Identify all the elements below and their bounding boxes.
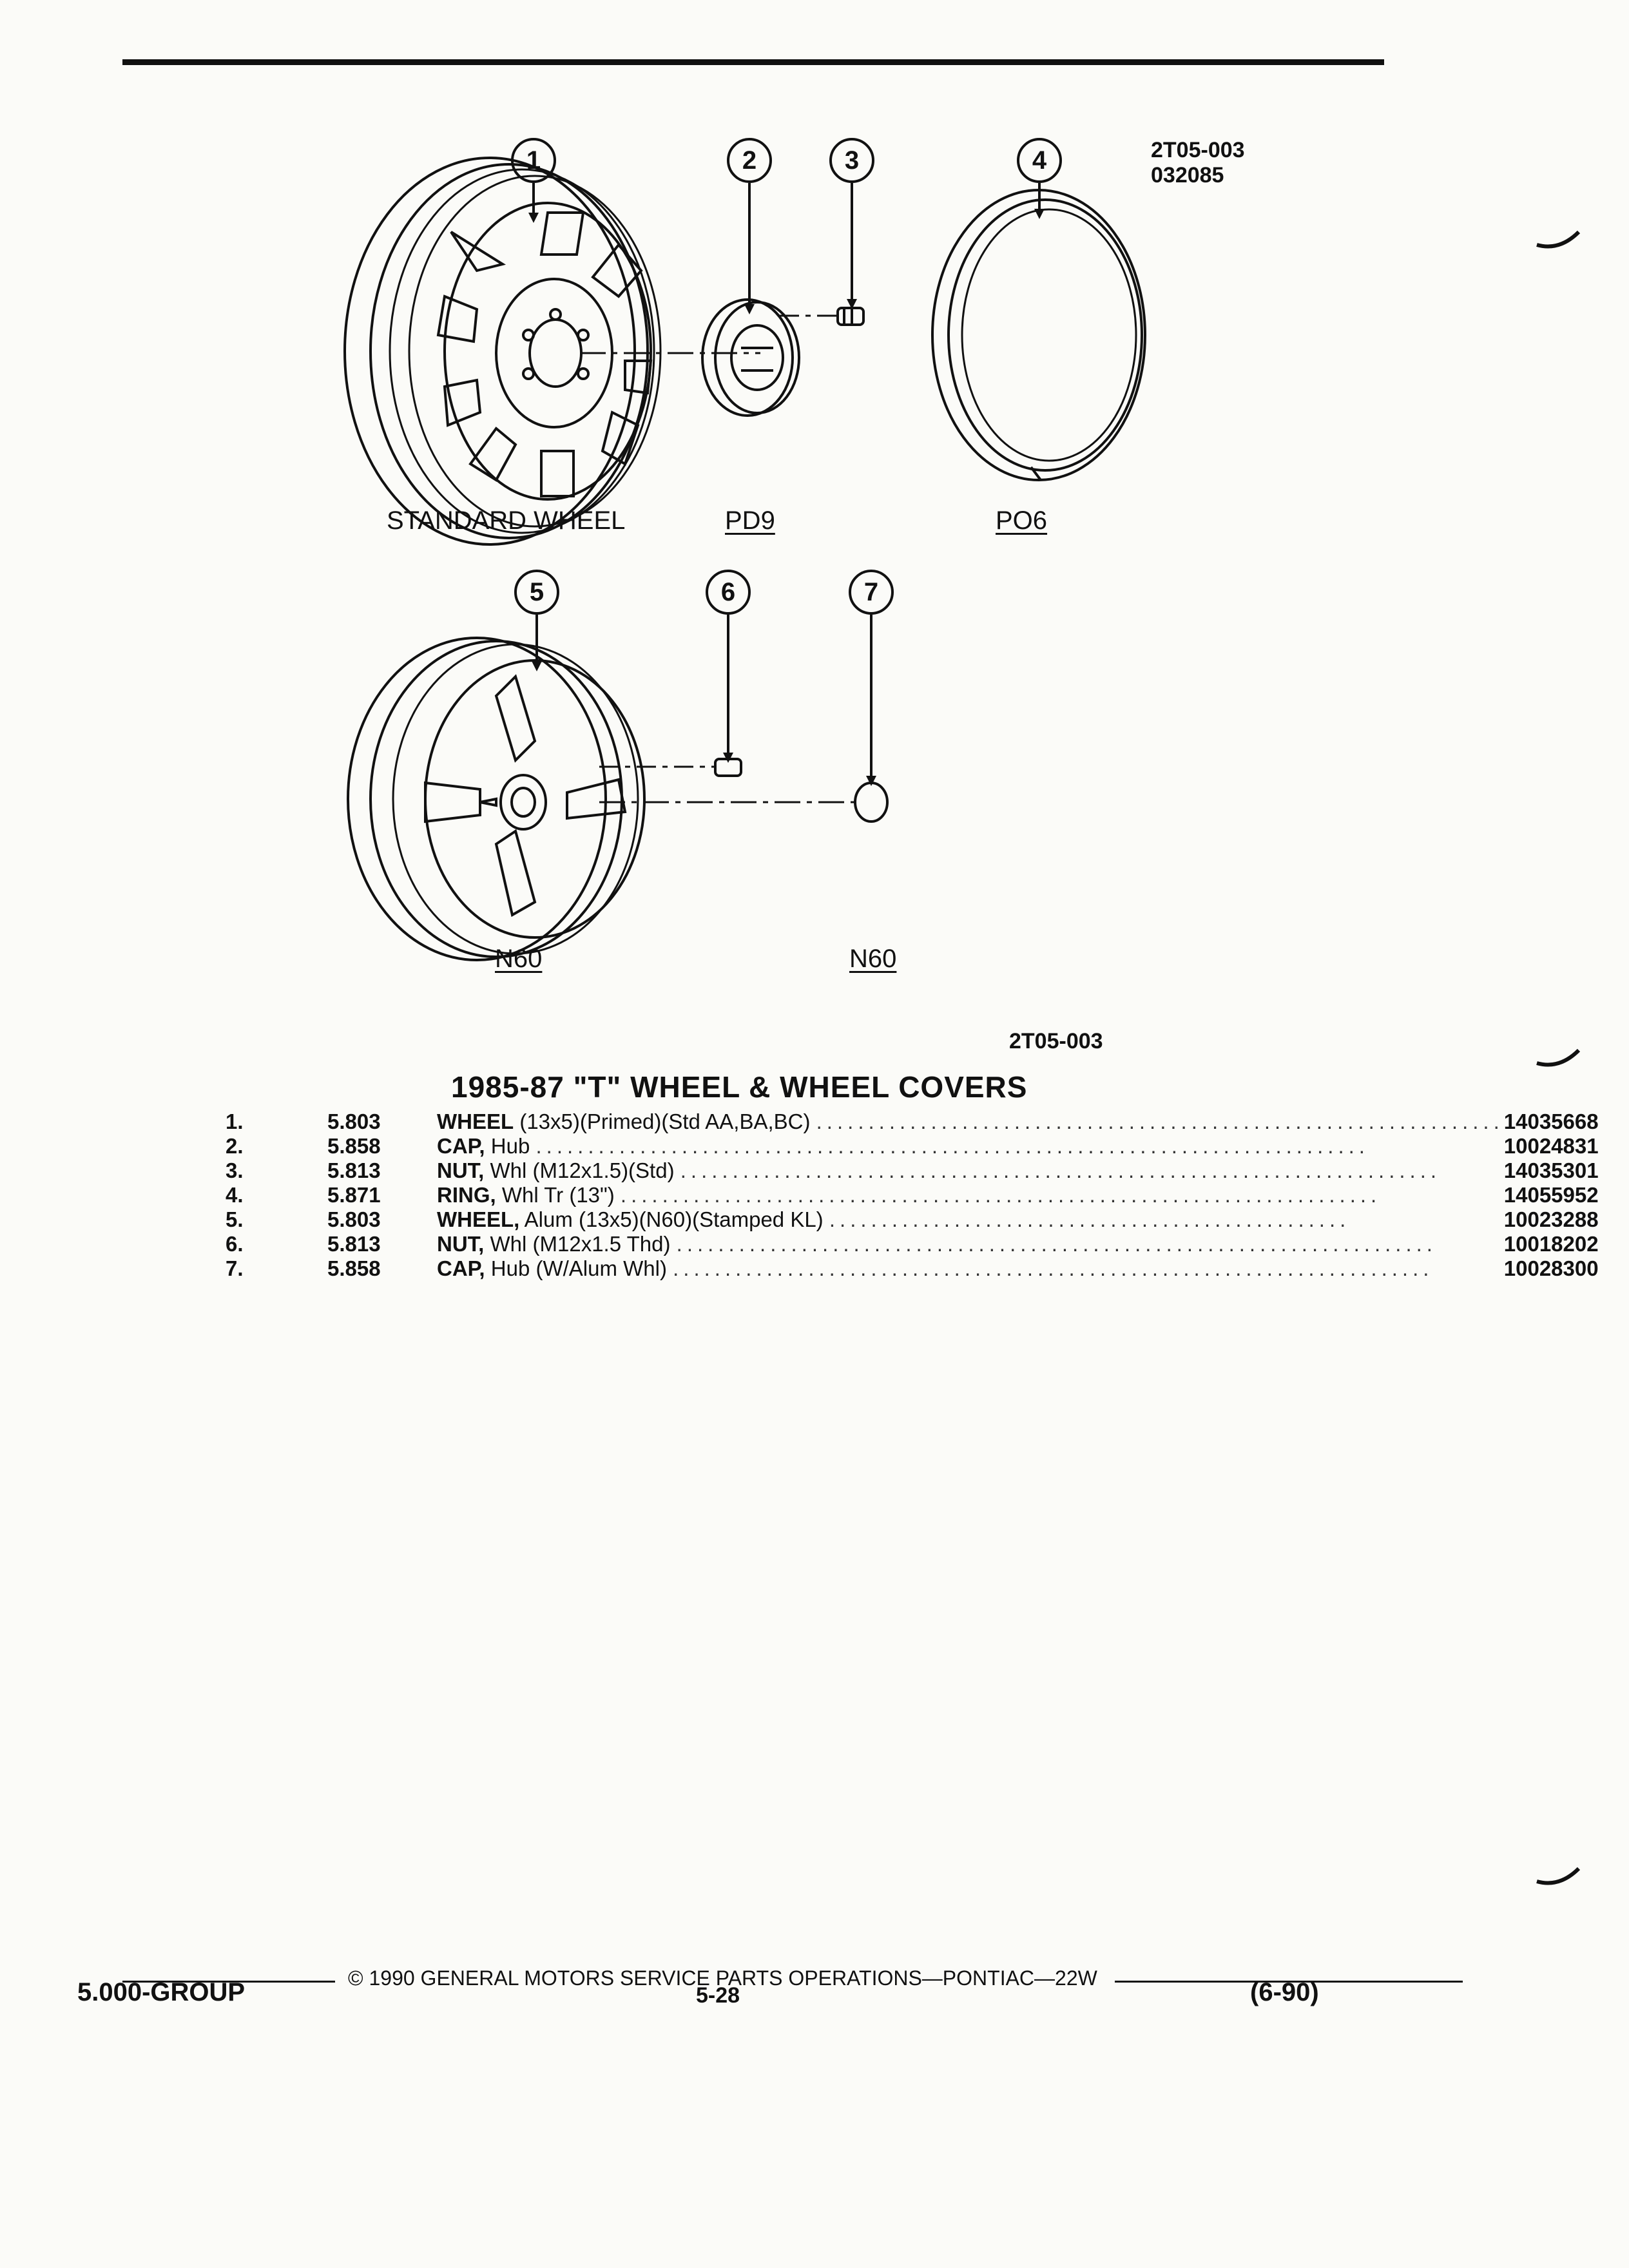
callout-2: 2: [727, 138, 772, 183]
callout-1: 1: [511, 138, 556, 183]
standard-wheel-illustration: [345, 158, 660, 544]
ref-date: 032085: [1151, 163, 1224, 188]
part-description: [437, 1207, 1504, 1232]
part-name: CAP,: [437, 1256, 485, 1280]
margin-mark: [1534, 1856, 1585, 1894]
table-row: [226, 1183, 1599, 1207]
part-name: WHEEL: [437, 1110, 514, 1133]
leader-dots: ................................................................................: [535, 1134, 1369, 1158]
callout-3: 3: [829, 138, 874, 183]
table-row: [226, 1110, 1599, 1134]
leader-dots: .........................................................................: [676, 1232, 1437, 1256]
group-number: 5.803: [327, 1110, 381, 1133]
part-number: 10023288: [1503, 1207, 1599, 1231]
item-number: 5.: [226, 1207, 244, 1231]
part-description: [437, 1232, 1504, 1256]
part-description: [437, 1158, 1504, 1183]
label-standard-wheel: STANDARD WHEEL: [387, 506, 626, 535]
leader-dots: ..................................................................: [816, 1110, 1504, 1133]
item-number: 6.: [226, 1232, 244, 1256]
item-number: 4.: [226, 1183, 244, 1207]
part-number: 14035301: [1503, 1158, 1599, 1182]
part-number: 14035668: [1503, 1110, 1599, 1133]
wheel-nut-illustration: [838, 308, 863, 325]
part-name: CAP,: [437, 1134, 485, 1158]
callout-5: 5: [514, 570, 559, 615]
trim-ring-illustration: [932, 190, 1145, 480]
part-number: 10028300: [1503, 1256, 1599, 1280]
leader-dots: .........................................................................: [620, 1183, 1382, 1207]
section-title: 1985-87 "T" WHEEL & WHEEL COVERS: [451, 1070, 1028, 1104]
hub-cap-illustration: [702, 300, 799, 416]
table-row: [226, 1158, 1599, 1183]
part-description: [437, 1256, 1504, 1281]
label-n60-right: N60: [849, 945, 897, 973]
item-number: 7.: [226, 1256, 244, 1280]
label-pd9: PD9: [725, 506, 775, 535]
table-row: [226, 1134, 1599, 1158]
parts-table: [226, 1110, 1599, 1281]
group-number: 5.813: [327, 1158, 381, 1182]
part-description: [437, 1110, 1504, 1134]
part-number: 10018202: [1503, 1232, 1599, 1256]
leader-dots: .........................................................................: [680, 1158, 1441, 1182]
item-number: 2.: [226, 1134, 244, 1158]
table-row: [226, 1256, 1599, 1281]
footer-date: (6-90): [1250, 1978, 1319, 2006]
part-name: WHEEL,: [437, 1207, 520, 1231]
part-description: [437, 1183, 1504, 1207]
part-detail: Whl Tr (13"): [496, 1183, 615, 1207]
group-number: 5.871: [327, 1183, 381, 1207]
label-po6: PO6: [996, 506, 1048, 535]
part-name: NUT,: [437, 1232, 485, 1256]
callout-7: 7: [849, 570, 894, 615]
label-n60-left: N60: [495, 945, 543, 973]
leader-dots: ..................................................: [829, 1207, 1351, 1231]
part-name: NUT,: [437, 1158, 485, 1182]
footer-group: 5.000-GROUP: [77, 1978, 246, 2006]
ref-code: 2T05-003: [1151, 138, 1245, 162]
table-row: [226, 1207, 1599, 1232]
callout-6: 6: [706, 570, 751, 615]
group-number: 5.858: [327, 1134, 381, 1158]
item-number: 1.: [226, 1110, 244, 1133]
part-detail: Hub (W/Alum Whl): [485, 1256, 667, 1280]
part-name: RING,: [437, 1183, 496, 1207]
part-number: 10024831: [1503, 1134, 1599, 1158]
item-number: 3.: [226, 1158, 244, 1182]
leader-dots: .........................................................................: [673, 1256, 1434, 1280]
callout-4: 4: [1017, 138, 1062, 183]
margin-mark: [1534, 1037, 1585, 1076]
group-number: 5.858: [327, 1256, 381, 1280]
footer-copyright: © 1990 GENERAL MOTORS SERVICE PARTS OPERATIONS—PONTIAC—22W: [348, 1966, 1097, 1990]
wheel-exploded-diagram: [0, 0, 1629, 1005]
part-detail: (13x5)(Primed)(Std AA,BA,BC): [514, 1110, 811, 1133]
footer-page-number: 5-28: [696, 1983, 740, 2008]
part-detail: Alum (13x5)(N60)(Stamped KL): [519, 1207, 824, 1231]
alum-wheel-illustration: [348, 638, 644, 960]
part-detail: Whl (M12x1.5)(Std): [484, 1158, 675, 1182]
group-number: 5.803: [327, 1207, 381, 1231]
table-row: [226, 1232, 1599, 1256]
margin-mark: [1534, 219, 1585, 258]
group-number: 5.813: [327, 1232, 381, 1256]
part-detail: Hub: [485, 1134, 530, 1158]
part-description: [437, 1134, 1504, 1158]
part-number: 14055952: [1503, 1183, 1599, 1207]
diagram-ref-code: 2T05-003: [1009, 1029, 1103, 1053]
part-detail: Whl (M12x1.5 Thd): [484, 1232, 671, 1256]
